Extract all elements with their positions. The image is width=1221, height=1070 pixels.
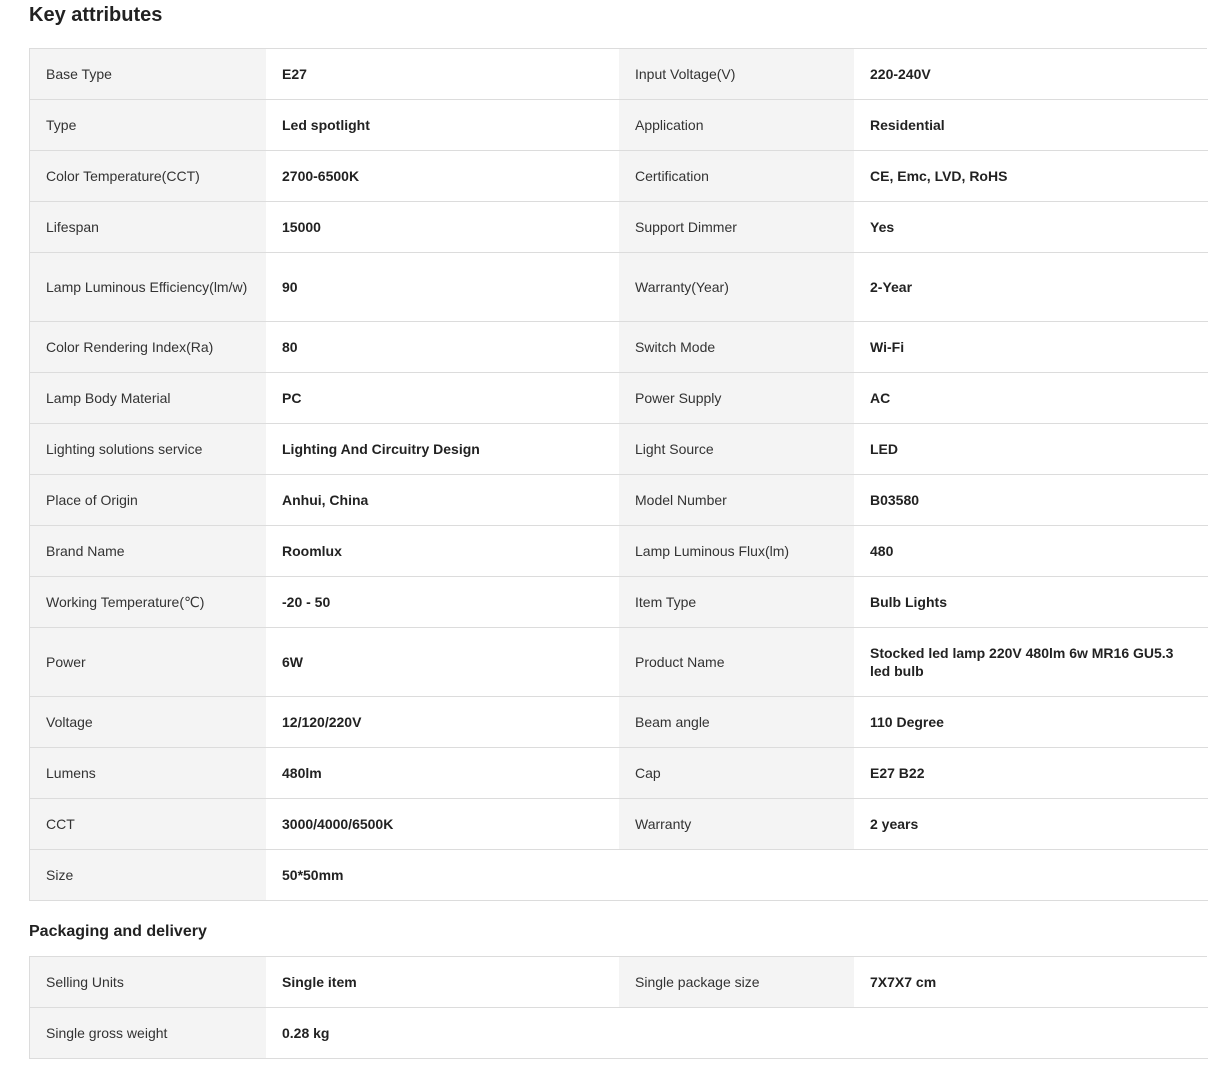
attribute-value: 12/120/220V (266, 697, 619, 748)
attribute-label: Base Type (30, 49, 266, 100)
attribute-value: -20 - 50 (266, 577, 619, 628)
attribute-value: Bulb Lights (854, 577, 1208, 628)
attribute-label: Model Number (619, 475, 854, 526)
attribute-label: Warranty(Year) (619, 253, 854, 322)
key-attributes-table (29, 48, 1207, 901)
attribute-value: B03580 (854, 475, 1208, 526)
attribute-value: Wi-Fi (854, 322, 1208, 373)
attribute-value: 50*50mm (266, 850, 619, 901)
attribute-label: CCT (30, 799, 266, 850)
attribute-value: Led spotlight (266, 100, 619, 151)
attribute-label: Selling Units (30, 957, 266, 1008)
attribute-label: Working Temperature(℃) (30, 577, 266, 628)
attribute-value: 480lm (266, 748, 619, 799)
attribute-value: Anhui, China (266, 475, 619, 526)
attribute-value: Single item (266, 957, 619, 1008)
empty-cell (619, 1008, 854, 1059)
attribute-label: Single gross weight (30, 1008, 266, 1059)
attributes-panel (29, 0, 1207, 1059)
attribute-label: Type (30, 100, 266, 151)
attribute-label: Beam angle (619, 697, 854, 748)
attribute-value: 3000/4000/6500K (266, 799, 619, 850)
attribute-value: Stocked led lamp 220V 480lm 6w MR16 GU5.3 led bulb (854, 628, 1208, 697)
attribute-value: LED (854, 424, 1208, 475)
key-attributes-title: Key attributes (29, 4, 163, 26)
attribute-value: 0.28 kg (266, 1008, 619, 1059)
attribute-label: Light Source (619, 424, 854, 475)
attribute-value: Roomlux (266, 526, 619, 577)
attribute-value: 2-Year (854, 253, 1208, 322)
attribute-label: Lamp Body Material (30, 373, 266, 424)
attribute-label: Certification (619, 151, 854, 202)
attribute-value: Residential (854, 100, 1208, 151)
attribute-value: Lighting And Circuitry Design (266, 424, 619, 475)
packaging-title: Packaging and delivery (29, 923, 207, 940)
attribute-label: Voltage (30, 697, 266, 748)
attribute-label: Product Name (619, 628, 854, 697)
attribute-label: Color Rendering Index(Ra) (30, 322, 266, 373)
attribute-label: Lifespan (30, 202, 266, 253)
attribute-label: Power (30, 628, 266, 697)
attribute-label: Switch Mode (619, 322, 854, 373)
packaging-table (29, 956, 1207, 1059)
attribute-label: Power Supply (619, 373, 854, 424)
attribute-value: 2 years (854, 799, 1208, 850)
attribute-label: Support Dimmer (619, 202, 854, 253)
attribute-value: 110 Degree (854, 697, 1208, 748)
attribute-label: Application (619, 100, 854, 151)
empty-cell (619, 850, 854, 901)
attribute-value: Yes (854, 202, 1208, 253)
attribute-value: 80 (266, 322, 619, 373)
attribute-value: E27 B22 (854, 748, 1208, 799)
attribute-label: Item Type (619, 577, 854, 628)
attribute-value: 6W (266, 628, 619, 697)
attribute-value: AC (854, 373, 1208, 424)
attribute-value: 480 (854, 526, 1208, 577)
attribute-label: Single package size (619, 957, 854, 1008)
attribute-value: 2700-6500K (266, 151, 619, 202)
attribute-label: Warranty (619, 799, 854, 850)
attribute-label: Place of Origin (30, 475, 266, 526)
attribute-label: Size (30, 850, 266, 901)
attribute-value: CE, Emc, LVD, RoHS (854, 151, 1208, 202)
attribute-label: Lamp Luminous Flux(lm) (619, 526, 854, 577)
attribute-value: 7X7X7 cm (854, 957, 1208, 1008)
attribute-label: Cap (619, 748, 854, 799)
attribute-label: Color Temperature(CCT) (30, 151, 266, 202)
attribute-value: 15000 (266, 202, 619, 253)
attribute-label: Input Voltage(V) (619, 49, 854, 100)
attribute-label: Lumens (30, 748, 266, 799)
empty-cell (854, 850, 1208, 901)
attribute-label: Lamp Luminous Efficiency(lm/w) (30, 253, 266, 322)
empty-cell (854, 1008, 1208, 1059)
attribute-value: PC (266, 373, 619, 424)
attribute-value: 220-240V (854, 49, 1208, 100)
attribute-value: E27 (266, 49, 619, 100)
attribute-label: Lighting solutions service (30, 424, 266, 475)
attribute-label: Brand Name (30, 526, 266, 577)
attribute-value: 90 (266, 253, 619, 322)
